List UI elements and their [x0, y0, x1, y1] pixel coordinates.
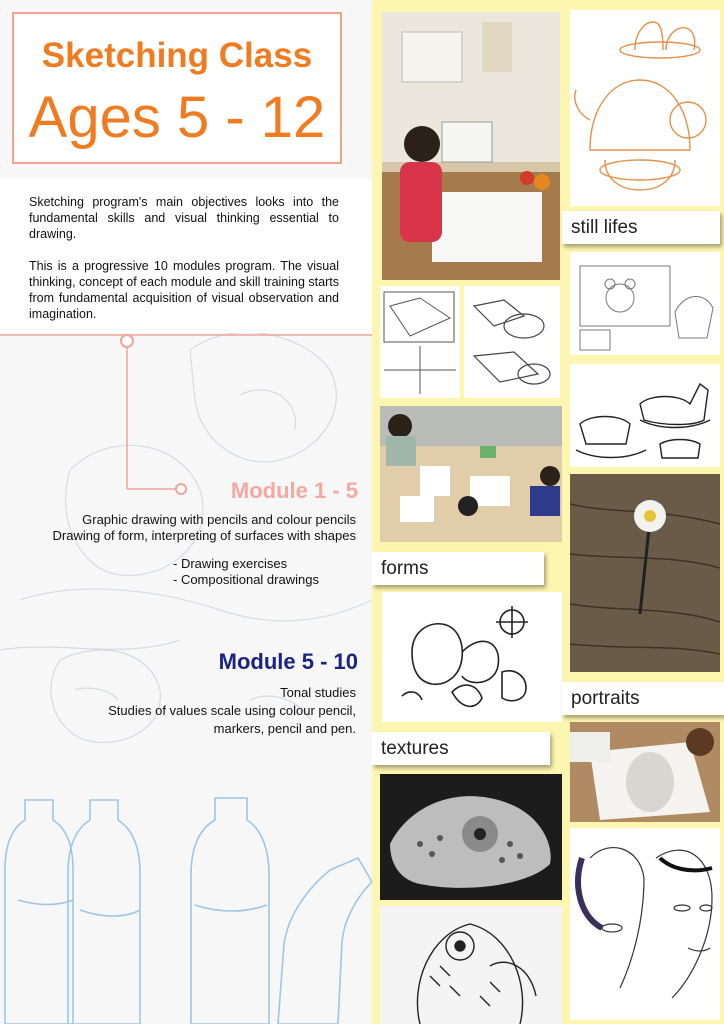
image-squirrel-form-sketch: [382, 592, 562, 722]
label-still-lifes: still lifes: [562, 211, 720, 244]
label-portraits: portraits: [562, 682, 724, 715]
image-form-sketch-shapes: [464, 286, 560, 398]
image-portrait-sketches: [570, 828, 720, 1020]
module-2-line-3: markers, pencil and pen.: [213, 721, 356, 736]
module-2-heading: Module 5 - 10: [218, 649, 358, 674]
bullet-item: - Compositional drawings: [173, 572, 319, 587]
module-2-line-2: Studies of values scale using colour pencil,: [108, 703, 356, 718]
module-1-bullets: [173, 556, 319, 588]
label-forms: forms: [372, 552, 544, 585]
image-teapot-still-life: [570, 10, 720, 206]
intro-paragraph-1: Sketching program's main objectives looks into the fundamental skills and visual thinking essential to drawing.: [29, 195, 339, 241]
gallery-panel: [372, 0, 724, 1024]
module-2-line-1: Tonal studies: [280, 685, 356, 700]
page-title: Sketching Class: [41, 36, 313, 75]
module-1-line-1: Graphic drawing with pencils and colour pencils: [82, 512, 356, 527]
photo-child-sketching: [382, 12, 560, 280]
photo-classroom-table: [380, 406, 562, 542]
label-textures: textures: [372, 732, 550, 765]
bullet-item: - Drawing exercises: [173, 556, 288, 571]
module-1-line-2: Drawing of form, interpreting of surfaces with shapes: [52, 528, 356, 543]
intro-paragraph-2: This is a progressive 10 modules program. The visual thinking, concept of each module and skill training starts from fundamental acquisition of visual observation and imagination.: [29, 259, 339, 321]
image-chameleon-texture: [380, 774, 562, 900]
image-flower-on-wood: [570, 474, 720, 672]
age-range-title: Ages 5 - 12: [28, 85, 326, 150]
photo-portrait-drawing: [570, 722, 720, 822]
image-teddy-still-life: [570, 252, 720, 355]
image-form-sketch-grid: [380, 286, 460, 398]
module-1-heading: Module 1 - 5: [230, 478, 358, 503]
image-owl-texture: [380, 906, 562, 1024]
image-rocking-horse-sketch: [570, 364, 720, 467]
